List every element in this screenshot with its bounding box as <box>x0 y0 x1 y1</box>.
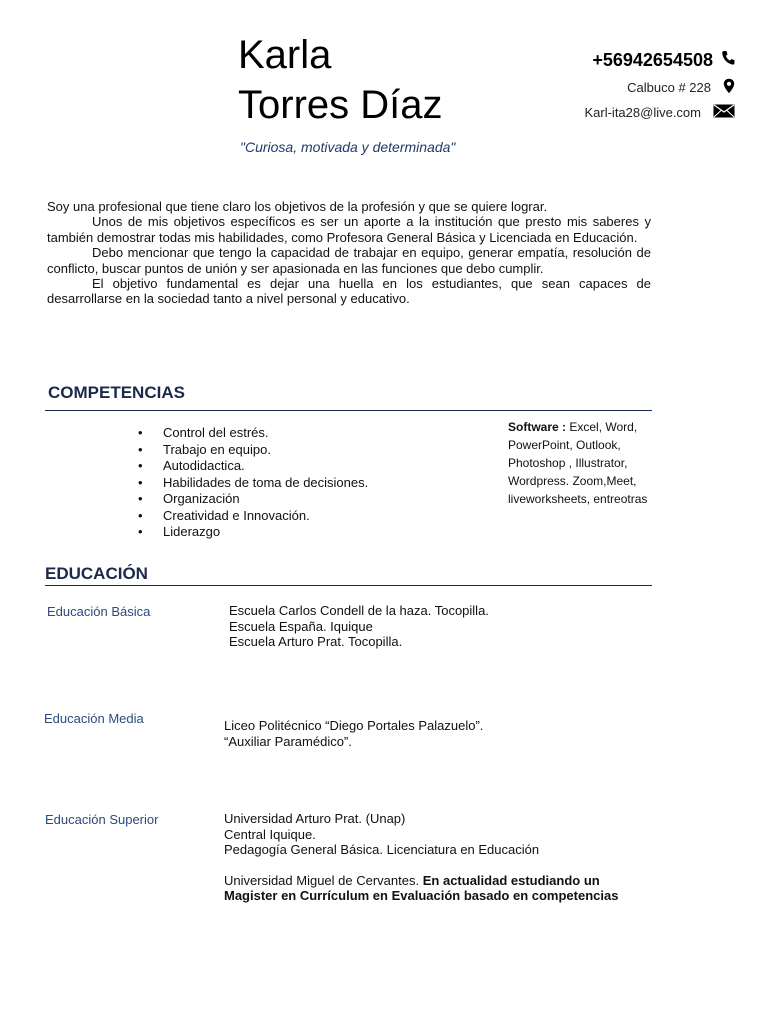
edu-media-label: Educación Media <box>44 711 144 726</box>
edu-superior-extra <box>224 873 624 904</box>
edu-line: Central Iquique. <box>224 826 316 842</box>
edu-superior-label: Educación Superior <box>45 812 159 827</box>
edu-extra-plain: Universidad Miguel de Cervantes. <box>224 872 420 888</box>
edu-superior-details <box>224 811 624 904</box>
edu-line: Pedagogía General Básica. Licenciatura en Educación <box>224 842 540 857</box>
address-text: Calbuco # 228 <box>627 80 711 95</box>
phone-number: +56942654508 <box>592 50 713 70</box>
edu-basica-label: Educación Básica <box>47 604 151 619</box>
competencias-title: COMPETENCIAS <box>48 383 185 402</box>
list-item: • Liderazgo <box>136 524 368 541</box>
contact-email <box>584 104 735 121</box>
educacion-title: EDUCACIÓN <box>45 564 148 583</box>
tagline: "Curiosa, motivada y determinada" <box>240 139 456 155</box>
skills-list <box>136 425 368 541</box>
last-name: Torres Díaz <box>238 83 443 127</box>
location-pin-icon <box>723 78 735 97</box>
profile-summary <box>47 199 651 307</box>
phone-icon <box>721 50 735 71</box>
software-text: Excel, Word, PowerPoint, Outlook, Photoshop , Illustrator, Wordpress. Zoom,Meet, liveworksheets, entreotras <box>508 420 648 506</box>
edu-basica-details <box>229 603 489 650</box>
edu-media-details <box>224 718 483 749</box>
profile-line-3: Debo mencionar que tengo la capacidad de trabajar en equipo, generar empatía, resolución de conflicto, buscar puntos de unión y ser apasionada en las funciones que debo cumplir. <box>47 245 651 276</box>
list-item: • Creatividad e Innovación. <box>136 508 368 525</box>
edu-extra-bold: En actualidad estudiando un Magister en Currículum en Evaluación basado en competencias <box>224 872 619 903</box>
contact-phone <box>592 50 735 71</box>
edu-line: Universidad Arturo Prat. (Unap) <box>224 811 406 826</box>
educacion-divider <box>45 585 652 586</box>
email-text: Karl-ita28@live.com <box>584 105 701 120</box>
list-item: • Control del estrés. <box>136 425 368 442</box>
edu-line: Escuela Carlos Condell de la haza. Tocopilla. <box>229 603 489 618</box>
edu-line: Escuela España. Iquique <box>229 618 373 634</box>
edu-line: Escuela Arturo Prat. Tocopilla. <box>229 634 403 649</box>
software-block <box>508 418 658 508</box>
list-item: • Autodidactica. <box>136 458 368 475</box>
list-item: • Trabajo en equipo. <box>136 442 368 459</box>
competencias-divider <box>45 410 652 411</box>
software-label: Software : <box>508 420 567 434</box>
list-item: • Organización <box>136 491 368 508</box>
profile-line-1: Soy una profesional que tiene claro los objetivos de la profesión y que se quiere lograr. <box>47 199 548 214</box>
edu-line: “Auxiliar Paramédico”. <box>224 733 352 749</box>
envelope-icon <box>713 104 735 121</box>
profile-line-4: El objetivo fundamental es dejar una huella en los estudiantes, que sean capaces de desarrollarse en la sociedad tanto a nivel personal y educativo. <box>47 276 651 307</box>
first-name: Karla <box>238 33 332 77</box>
edu-line: Liceo Politécnico “Diego Portales Palazuelo”. <box>224 718 484 733</box>
profile-line-2: Unos de mis objetivos específicos es ser un aporte a la institución que presto mis saberes y también demostrar todas mis habilidades, como Profesora General Básica y Licenciada en Educación. <box>47 214 651 245</box>
contact-address <box>627 78 735 97</box>
list-item: • Habilidades de toma de decisiones. <box>136 475 368 492</box>
